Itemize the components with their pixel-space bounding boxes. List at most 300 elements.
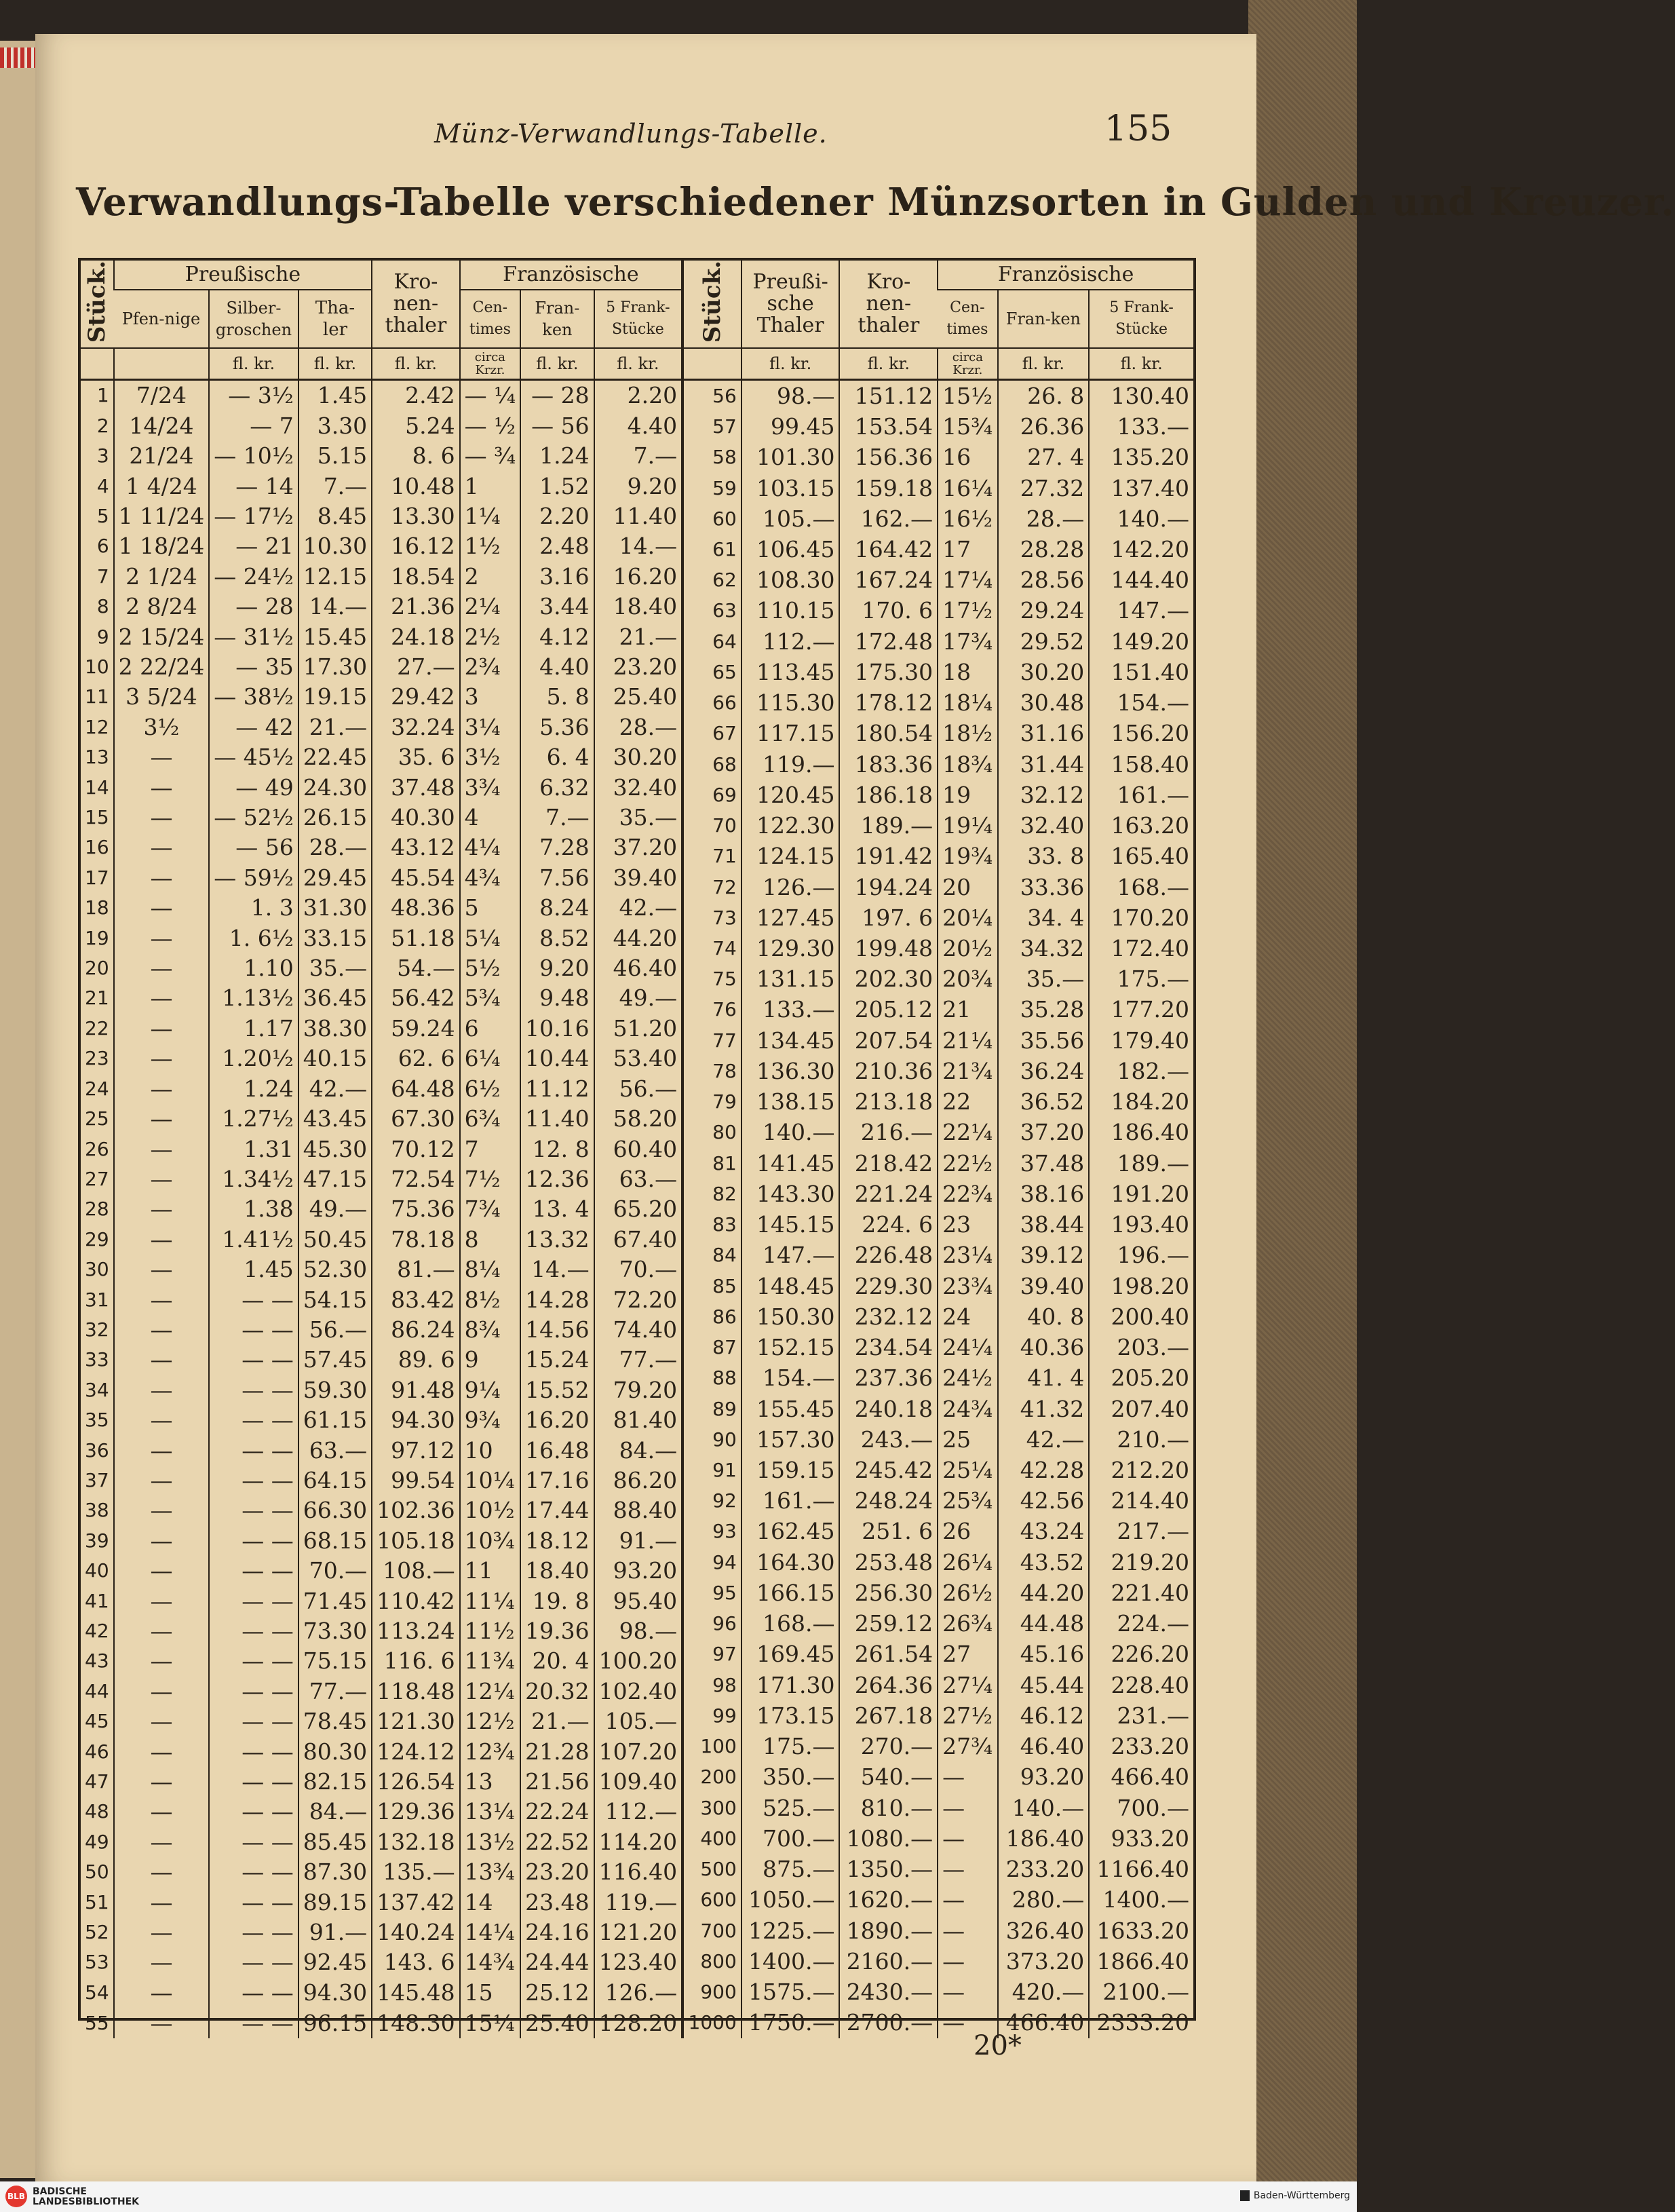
table-cell: 92 — [712, 1489, 737, 1512]
table-cell: 17¼ — [938, 565, 997, 596]
table-cell: 97.12 — [372, 1435, 459, 1465]
signature-mark: 20* — [974, 2030, 1022, 2061]
table-cell: 42 — [85, 1620, 109, 1643]
table-cell: 175.— — [742, 1732, 840, 1762]
right-table-body — [684, 380, 1193, 2039]
table-cell: — — — [209, 1495, 298, 1525]
table-cell: 875.— — [742, 1854, 840, 1884]
table-cell: 25.40 — [594, 682, 682, 712]
table-cell: 108.— — [372, 1556, 459, 1586]
table-cell: — — [114, 1405, 210, 1435]
table-cell: 24 — [85, 1077, 109, 1100]
table-cell: 65.20 — [594, 1194, 682, 1224]
table-cell: 91.48 — [372, 1375, 459, 1405]
table-cell: 37.48 — [372, 772, 459, 802]
table-cell: 23.48 — [520, 1887, 594, 1917]
table-cell: 121.30 — [372, 1706, 459, 1736]
table-cell: 86.24 — [372, 1315, 459, 1345]
table-cell: 600 — [700, 1888, 737, 1911]
table-cell: 326.40 — [998, 1915, 1090, 1946]
table-cell: 1.45 — [209, 1255, 298, 1284]
table-cell: 80 — [712, 1121, 737, 1144]
table-cell: — — — [209, 1797, 298, 1827]
table-cell: 117.15 — [742, 719, 840, 749]
table-cell: 28 — [85, 1198, 109, 1221]
table-cell: 217.— — [1089, 1517, 1193, 1547]
table-cell: 37.20 — [998, 1118, 1090, 1148]
table-cell: 49.— — [594, 983, 682, 1013]
table-cell: 21.— — [520, 1706, 594, 1736]
table-cell: 68 — [712, 752, 737, 776]
table-cell: 112.— — [742, 626, 840, 657]
table-cell: 33.15 — [299, 923, 372, 953]
table-cell: — — — [209, 1284, 298, 1314]
table-cell: 52 — [85, 1921, 109, 1944]
table-cell: 152.15 — [742, 1332, 840, 1362]
table-cell: 62 — [712, 569, 737, 592]
table-cell: 5.15 — [299, 441, 372, 471]
table-cell: 113.24 — [372, 1616, 459, 1646]
table-cell: 27 — [938, 1639, 997, 1670]
table-cell: — — [114, 983, 210, 1013]
table-cell: 66.30 — [299, 1495, 372, 1525]
table-cell: — — — [209, 1646, 298, 1676]
table-row — [81, 1586, 682, 1616]
table-cell: 29.45 — [299, 863, 372, 893]
table-row — [81, 1857, 682, 1887]
table-cell: — — [938, 1946, 997, 1977]
table-cell: 1. 3 — [209, 893, 298, 923]
table-cell: — 28 — [520, 380, 594, 411]
table-cell: 62. 6 — [372, 1044, 459, 1073]
table-cell: 2100.— — [1089, 1977, 1193, 2007]
table-cell: 103.15 — [742, 473, 840, 503]
table-row — [81, 1495, 682, 1525]
table-cell: 102.40 — [594, 1677, 682, 1706]
table-cell: 19¼ — [938, 810, 997, 841]
table-cell: — 56 — [209, 833, 298, 862]
table-cell: 3 5/24 — [114, 682, 210, 712]
table-cell: — — — [209, 1767, 298, 1797]
table-cell: 1¼ — [460, 501, 520, 531]
table-cell: 16.20 — [520, 1405, 594, 1435]
table-cell: 6¾ — [460, 1104, 520, 1134]
table-cell: — 56 — [520, 411, 594, 441]
table-row — [81, 1827, 682, 1857]
table-cell: 65 — [712, 660, 737, 683]
table-cell: 21 — [938, 995, 997, 1025]
table-cell: 32.40 — [594, 772, 682, 802]
table-cell: 164.42 — [839, 534, 938, 565]
table-cell: — ¼ — [460, 380, 520, 411]
table-cell: 23¾ — [938, 1271, 997, 1301]
table-cell: 107.20 — [594, 1736, 682, 1766]
table-cell: — 7 — [209, 411, 298, 441]
table-cell: 42.28 — [998, 1455, 1090, 1485]
table-cell: — — [114, 1887, 210, 1917]
table-cell: 84.— — [299, 1797, 372, 1827]
table-cell: 51.20 — [594, 1014, 682, 1044]
table-row — [81, 652, 682, 682]
table-cell: 26 — [85, 1137, 109, 1160]
table-cell: 10¼ — [460, 1466, 520, 1495]
table-cell: — — — [209, 1736, 298, 1766]
table-cell: 7.— — [299, 471, 372, 501]
table-cell: — — [114, 1466, 210, 1495]
table-cell: 161.— — [1089, 780, 1193, 810]
table-cell: 261.54 — [839, 1639, 938, 1670]
table-row — [684, 1301, 1193, 1332]
table-cell: 60.40 — [594, 1134, 682, 1164]
table-cell: 70 — [712, 814, 737, 837]
table-cell: 1225.— — [742, 1915, 840, 1946]
table-cell: 41. 4 — [998, 1363, 1090, 1394]
table-cell: — — [114, 1104, 210, 1134]
table-cell: — — [938, 2008, 997, 2038]
unit-flkr: fl. kr. — [839, 348, 938, 380]
table-row — [81, 953, 682, 983]
table-cell: 40 — [85, 1559, 109, 1582]
table-cell: 150.30 — [742, 1301, 840, 1332]
table-row — [684, 1885, 1193, 1915]
table-row — [684, 503, 1193, 534]
table-cell: 18.12 — [520, 1526, 594, 1556]
table-cell: 151.40 — [1089, 657, 1193, 687]
table-cell: 1.38 — [209, 1194, 298, 1224]
table-cell: 137.42 — [372, 1887, 459, 1917]
table-cell: 1400.— — [1089, 1885, 1193, 1915]
table-cell: 31.44 — [998, 749, 1090, 780]
blb-logo-icon[interactable]: BLB — [5, 2186, 27, 2207]
table-cell: 29.24 — [998, 596, 1090, 626]
table-cell: 18¾ — [938, 749, 997, 780]
table-cell: 47.15 — [299, 1164, 372, 1194]
table-cell: 8.52 — [520, 923, 594, 953]
table-cell: 161.— — [742, 1486, 840, 1517]
table-cell: 4.40 — [594, 411, 682, 441]
table-cell: 44 — [85, 1679, 109, 1702]
table-cell: 173.15 — [742, 1700, 840, 1731]
table-cell: 131.15 — [742, 964, 840, 995]
table-cell: 2 1/24 — [114, 562, 210, 592]
table-cell: 3¾ — [460, 772, 520, 802]
table-cell: 145.48 — [372, 1978, 459, 2008]
table-cell: 115.30 — [742, 688, 840, 719]
table-cell: 228.40 — [1089, 1670, 1193, 1700]
coat-of-arms-icon — [1240, 2190, 1250, 2201]
table-cell: 59.24 — [372, 1014, 459, 1044]
table-cell: 9¼ — [460, 1375, 520, 1405]
table-cell: 75 — [712, 968, 737, 991]
table-row — [81, 1074, 682, 1104]
table-cell: 28.— — [998, 503, 1090, 534]
table-cell: 30 — [85, 1258, 109, 1281]
table-cell: — — [114, 1375, 210, 1405]
table-cell: 27. 4 — [998, 442, 1090, 473]
table-cell: 35.— — [594, 803, 682, 833]
table-cell: 51.18 — [372, 923, 459, 953]
table-cell: 14 — [460, 1887, 520, 1917]
table-cell: 40.15 — [299, 1044, 372, 1073]
table-cell: 95 — [712, 1581, 737, 1604]
table-cell: 121.20 — [594, 1918, 682, 1947]
table-cell: 122.30 — [742, 810, 840, 841]
table-cell: 15.24 — [520, 1345, 594, 1375]
table-cell: 165.40 — [1089, 841, 1193, 872]
table-cell: 171.30 — [742, 1670, 840, 1700]
header-kronenthaler: Kro-nen-thaler — [372, 261, 459, 348]
table-row — [684, 1517, 1193, 1547]
page-number: 155 — [1104, 109, 1172, 149]
table-cell: 16 — [85, 836, 109, 859]
table-row — [684, 1915, 1193, 1946]
table-row — [81, 471, 682, 501]
table-cell: 43.45 — [299, 1104, 372, 1134]
table-row — [81, 380, 682, 411]
table-cell: 10.44 — [520, 1044, 594, 1073]
table-row — [684, 1363, 1193, 1394]
table-cell: 9.20 — [520, 953, 594, 983]
table-cell: 24¼ — [938, 1332, 997, 1362]
table-cell: 1050.— — [742, 1885, 840, 1915]
table-cell: 2.48 — [520, 531, 594, 561]
table-cell: 10½ — [460, 1495, 520, 1525]
table-cell: 197. 6 — [839, 902, 938, 933]
table-cell: — 10½ — [209, 441, 298, 471]
table-cell: 168.— — [1089, 872, 1193, 902]
table-cell: 26¼ — [938, 1547, 997, 1578]
table-cell: 13½ — [460, 1827, 520, 1857]
unit-flkr: fl. kr. — [209, 348, 298, 380]
table-row — [684, 596, 1193, 626]
table-cell: 95.40 — [594, 1586, 682, 1616]
table-cell: — — [114, 1134, 210, 1164]
table-cell: — — — [209, 1857, 298, 1887]
table-cell: 191.42 — [839, 841, 938, 872]
table-row — [81, 1315, 682, 1345]
table-cell: 16.12 — [372, 531, 459, 561]
table-row — [81, 531, 682, 561]
table-cell: 45.30 — [299, 1134, 372, 1164]
table-cell: 800 — [700, 1949, 737, 1972]
table-cell: 72.54 — [372, 1164, 459, 1194]
table-cell: 8¾ — [460, 1315, 520, 1345]
table-row — [684, 841, 1193, 872]
table-cell: 88.40 — [594, 1495, 682, 1525]
table-cell: 61.15 — [299, 1405, 372, 1435]
header-stueck: Stück. — [684, 261, 742, 348]
table-row — [81, 1435, 682, 1465]
table-cell: 39 — [85, 1529, 109, 1552]
table-cell: 240.18 — [839, 1394, 938, 1424]
table-cell: 5½ — [460, 953, 520, 983]
table-cell: 44.48 — [998, 1609, 1090, 1639]
table-cell: 99.45 — [742, 411, 840, 442]
table-cell: 17.16 — [520, 1466, 594, 1495]
table-cell: 251. 6 — [839, 1517, 938, 1547]
table-cell: — — [114, 1345, 210, 1375]
table-cell: 51 — [85, 1890, 109, 1913]
table-cell: 45 — [85, 1710, 109, 1733]
table-cell: 179.40 — [1089, 1025, 1193, 1056]
table-cell: 163.20 — [1089, 810, 1193, 841]
table-cell: 234.54 — [839, 1332, 938, 1362]
table-cell: 500 — [700, 1858, 737, 1881]
table-cell: 259.12 — [839, 1609, 938, 1639]
table-cell: 4 — [460, 803, 520, 833]
table-cell: 112.— — [594, 1797, 682, 1827]
table-cell: 30.20 — [594, 742, 682, 772]
table-row — [81, 1164, 682, 1194]
table-cell: 16¼ — [938, 473, 997, 503]
table-cell: 1.20½ — [209, 1044, 298, 1073]
table-cell: 35.28 — [998, 995, 1090, 1025]
table-cell: 83.42 — [372, 1284, 459, 1314]
table-cell: 132.18 — [372, 1827, 459, 1857]
table-cell: 140.— — [1089, 503, 1193, 534]
table-row — [81, 1466, 682, 1495]
table-row — [684, 1609, 1193, 1639]
table-cell: 3 — [96, 444, 109, 468]
table-row — [81, 441, 682, 471]
table-row — [81, 1345, 682, 1375]
table-cell: 141.45 — [742, 1148, 840, 1179]
table-cell: 14.— — [299, 592, 372, 622]
table-row — [684, 1578, 1193, 1608]
unit-blank — [684, 348, 742, 380]
table-cell: 221.24 — [839, 1179, 938, 1209]
table-cell: 29 — [85, 1227, 109, 1251]
table-cell: 23.20 — [594, 652, 682, 682]
state-credit[interactable] — [1240, 2190, 1350, 2201]
table-cell: 21.36 — [372, 592, 459, 622]
table-row — [684, 995, 1193, 1025]
table-cell: 151.12 — [839, 380, 938, 412]
table-cell: 30.48 — [998, 688, 1090, 719]
table-cell: 20¾ — [938, 964, 997, 995]
table-cell: 1575.— — [742, 1977, 840, 2007]
table-cell: 2 8/24 — [114, 592, 210, 622]
table-cell: 57 — [712, 415, 737, 438]
table-cell: 91.— — [594, 1526, 682, 1556]
table-cell: 21¼ — [938, 1025, 997, 1056]
table-cell: 17 — [938, 534, 997, 565]
table-cell: 49.— — [299, 1194, 372, 1224]
table-row — [684, 1639, 1193, 1670]
table-cell: 27.— — [372, 652, 459, 682]
table-cell: 27¾ — [938, 1732, 997, 1762]
table-cell: — — — [209, 1616, 298, 1646]
table-cell: 17½ — [938, 596, 997, 626]
table-row — [684, 1854, 1193, 1884]
table-cell: 74.40 — [594, 1315, 682, 1345]
table-cell: 28.— — [594, 712, 682, 742]
table-cell: — — [938, 1854, 997, 1884]
table-row — [684, 964, 1193, 995]
table-cell: 1620.— — [839, 1885, 938, 1915]
table-cell: 14.56 — [520, 1315, 594, 1345]
header-frankstuecke: 5 Frank-Stücke — [1089, 290, 1193, 348]
table-cell: 186.40 — [1089, 1118, 1193, 1148]
table-cell: 60 — [712, 507, 737, 530]
table-cell: — — [114, 1044, 210, 1073]
unit-blank — [81, 348, 114, 380]
table-row — [81, 1526, 682, 1556]
table-cell: 3.30 — [299, 411, 372, 441]
table-cell: 29.42 — [372, 682, 459, 712]
table-cell: 71.45 — [299, 1586, 372, 1616]
table-cell: 27¼ — [938, 1670, 997, 1700]
table-cell: — — — [209, 1526, 298, 1556]
table-cell: — — — [209, 1556, 298, 1586]
table-cell: 94 — [712, 1550, 737, 1574]
table-cell: 2 22/24 — [114, 652, 210, 682]
table-cell: 79 — [712, 1090, 737, 1113]
table-cell: 33 — [85, 1348, 109, 1371]
table-row — [81, 1616, 682, 1646]
library-name[interactable] — [33, 2187, 139, 2207]
table-cell: 34 — [85, 1378, 109, 1401]
table-cell: 36.24 — [998, 1056, 1090, 1086]
table-cell: 2¼ — [460, 592, 520, 622]
table-row — [81, 1677, 682, 1706]
table-cell: 8¼ — [460, 1255, 520, 1284]
table-cell: 44.20 — [594, 923, 682, 953]
table-cell: 162.— — [839, 503, 938, 534]
table-cell: 11¾ — [460, 1646, 520, 1676]
table-cell: 180.54 — [839, 719, 938, 749]
table-cell: 67.30 — [372, 1104, 459, 1134]
table-cell: 47 — [85, 1770, 109, 1793]
table-cell: — — [938, 1885, 997, 1915]
table-cell: 18 — [85, 896, 109, 919]
table-cell: 6¼ — [460, 1044, 520, 1073]
table-cell: 145.15 — [742, 1210, 840, 1240]
table-cell: 216.— — [839, 1118, 938, 1148]
table-cell: 27.32 — [998, 473, 1090, 503]
table-cell: 35. 6 — [372, 742, 459, 772]
table-cell: — — [114, 1495, 210, 1525]
table-cell: 86 — [712, 1305, 737, 1328]
table-row — [684, 1210, 1193, 1240]
table-cell: — — — [209, 1947, 298, 1977]
table-cell: — — [114, 1767, 210, 1797]
table-cell: 94.30 — [372, 1405, 459, 1435]
table-cell: — — [114, 1164, 210, 1194]
table-cell: — — [114, 1677, 210, 1706]
table-cell: 39.40 — [594, 863, 682, 893]
table-cell: 77.— — [299, 1677, 372, 1706]
table-cell: — 14 — [209, 471, 298, 501]
table-row — [81, 1706, 682, 1736]
table-cell: 21 — [85, 987, 109, 1010]
table-cell: 89.15 — [299, 1887, 372, 1917]
table-cell: — — — [209, 1466, 298, 1495]
table-cell: 1.17 — [209, 1014, 298, 1044]
table-cell: 39.40 — [998, 1271, 1090, 1301]
table-cell: 126.— — [742, 872, 840, 902]
table-cell: 8½ — [460, 1284, 520, 1314]
unit-circa: circa Krzr. — [938, 348, 997, 380]
table-row — [684, 1424, 1193, 1455]
table-row — [684, 1148, 1193, 1179]
table-cell: 48.36 — [372, 893, 459, 923]
table-cell: 88 — [712, 1367, 737, 1390]
table-cell: 5. 8 — [520, 682, 594, 712]
table-cell: 9.48 — [520, 983, 594, 1013]
table-cell: 99.54 — [372, 1466, 459, 1495]
running-head: Münz-Verwandlungs-Tabelle. — [434, 119, 828, 149]
